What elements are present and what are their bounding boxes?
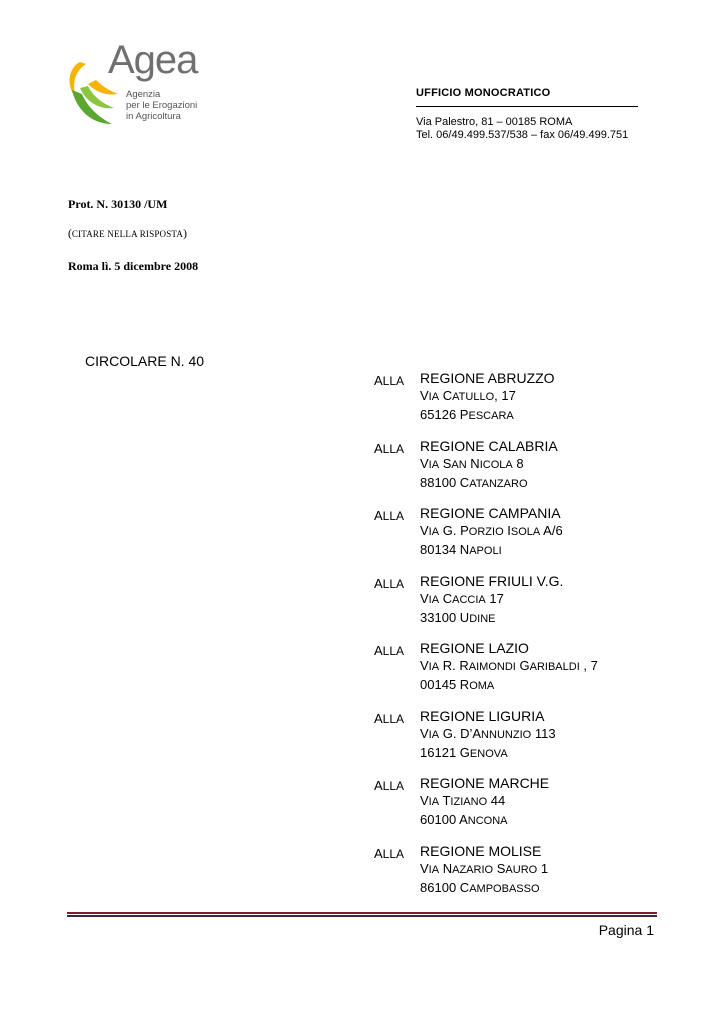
recipient-address bbox=[420, 775, 549, 830]
recipient-salutation: ALLA bbox=[374, 845, 405, 861]
recipient-street: VIA R. RAIMONDI GARIBALDI , 7 bbox=[420, 658, 598, 673]
recipient-street: VIA TIZIANO 44 bbox=[420, 793, 506, 808]
recipient-name: REGIONE LAZIO bbox=[420, 640, 529, 656]
protocol-number: Prot. N. 30130 /UM bbox=[68, 197, 168, 211]
recipient-street: VIA CACCIA 17 bbox=[420, 590, 504, 606]
recipient-city: 33100 UDINE bbox=[420, 609, 496, 625]
logo-subtitle-line: Agenzia bbox=[126, 89, 161, 100]
recipient-street: VIA G. PORZIO ISOLA A/6 bbox=[420, 523, 563, 538]
circular-number: CIRCOLARE N. 40 bbox=[85, 353, 205, 369]
cite-open: ( bbox=[68, 228, 72, 240]
office-address: Via Palestro, 81 – 00185 ROMA bbox=[416, 116, 573, 128]
recipient-city: 16121 GENOVA bbox=[420, 744, 508, 760]
recipient-address bbox=[420, 505, 563, 560]
agea-logo bbox=[66, 38, 206, 130]
recipient-street: VIA NAZARIO SAURO 1 bbox=[420, 860, 549, 876]
cite-note bbox=[68, 228, 187, 240]
recipient-address bbox=[420, 843, 548, 898]
recipient-name: REGIONE ABRUZZO bbox=[420, 370, 555, 386]
cite-close: ) bbox=[183, 228, 187, 240]
recipient-name: REGIONE MOLISE bbox=[420, 842, 542, 859]
page-number: Pagina 1 bbox=[598, 922, 654, 938]
recipient-name: REGIONE MARCHE bbox=[420, 775, 550, 791]
recipient-street: VIA SAN NICOLA 8 bbox=[420, 455, 524, 471]
recipient-address bbox=[420, 438, 558, 493]
office-title: UFFICIO MONOCRATICO bbox=[416, 87, 551, 99]
logo-subtitle-line: in Agricoltura bbox=[126, 111, 181, 122]
recipient-salutation: ALLA bbox=[374, 643, 405, 658]
recipient-name: REGIONE FRIULI V.G. bbox=[420, 572, 564, 589]
recipient-address bbox=[420, 370, 555, 425]
office-header bbox=[416, 87, 638, 142]
recipient-address bbox=[420, 573, 563, 628]
recipient-city: 86100 CAMPOBASSO bbox=[420, 879, 540, 895]
cite-text: CITARE NELLA RISPOSTA bbox=[71, 229, 184, 239]
logo-subtitle bbox=[126, 89, 197, 122]
recipient-name: REGIONE LIGURIA bbox=[420, 707, 545, 724]
recipient-city: 00145 ROMA bbox=[420, 677, 495, 692]
recipient-street: VIA G. D’ANNUNZIO 113 bbox=[420, 725, 556, 741]
recipient-city: 60100 ANCONA bbox=[420, 812, 508, 827]
recipient-city: 88100 CATANZARO bbox=[420, 474, 528, 490]
office-divider bbox=[416, 106, 638, 107]
recipient-salutation: ALLA bbox=[374, 440, 405, 456]
recipient-salutation: ALLA bbox=[374, 373, 405, 388]
office-phone: Tel. 06/49.499.537/538 – fax 06/49.499.751 bbox=[416, 129, 629, 141]
recipient-city: 80134 NAPOLI bbox=[420, 542, 502, 557]
footer-divider bbox=[67, 912, 657, 917]
logo-subtitle-line: per le Erogazioni bbox=[126, 100, 198, 111]
recipient-address bbox=[420, 640, 598, 695]
recipient-city: 65126 PESCARA bbox=[420, 407, 514, 422]
recipient-name: REGIONE CAMPANIA bbox=[420, 505, 561, 521]
recipient-salutation: ALLA bbox=[374, 575, 405, 591]
logo-wordmark: Agea bbox=[108, 38, 198, 82]
recipient-name: REGIONE CALABRIA bbox=[420, 437, 558, 454]
recipient-street: VIA CATULLO, 17 bbox=[420, 388, 516, 403]
recipient-address bbox=[420, 708, 556, 763]
recipient-salutation: ALLA bbox=[374, 508, 405, 523]
recipient-salutation: ALLA bbox=[374, 778, 405, 793]
protocol-date: Roma lì. 5 dicembre 2008 bbox=[68, 259, 199, 273]
recipient-salutation: ALLA bbox=[374, 710, 405, 726]
